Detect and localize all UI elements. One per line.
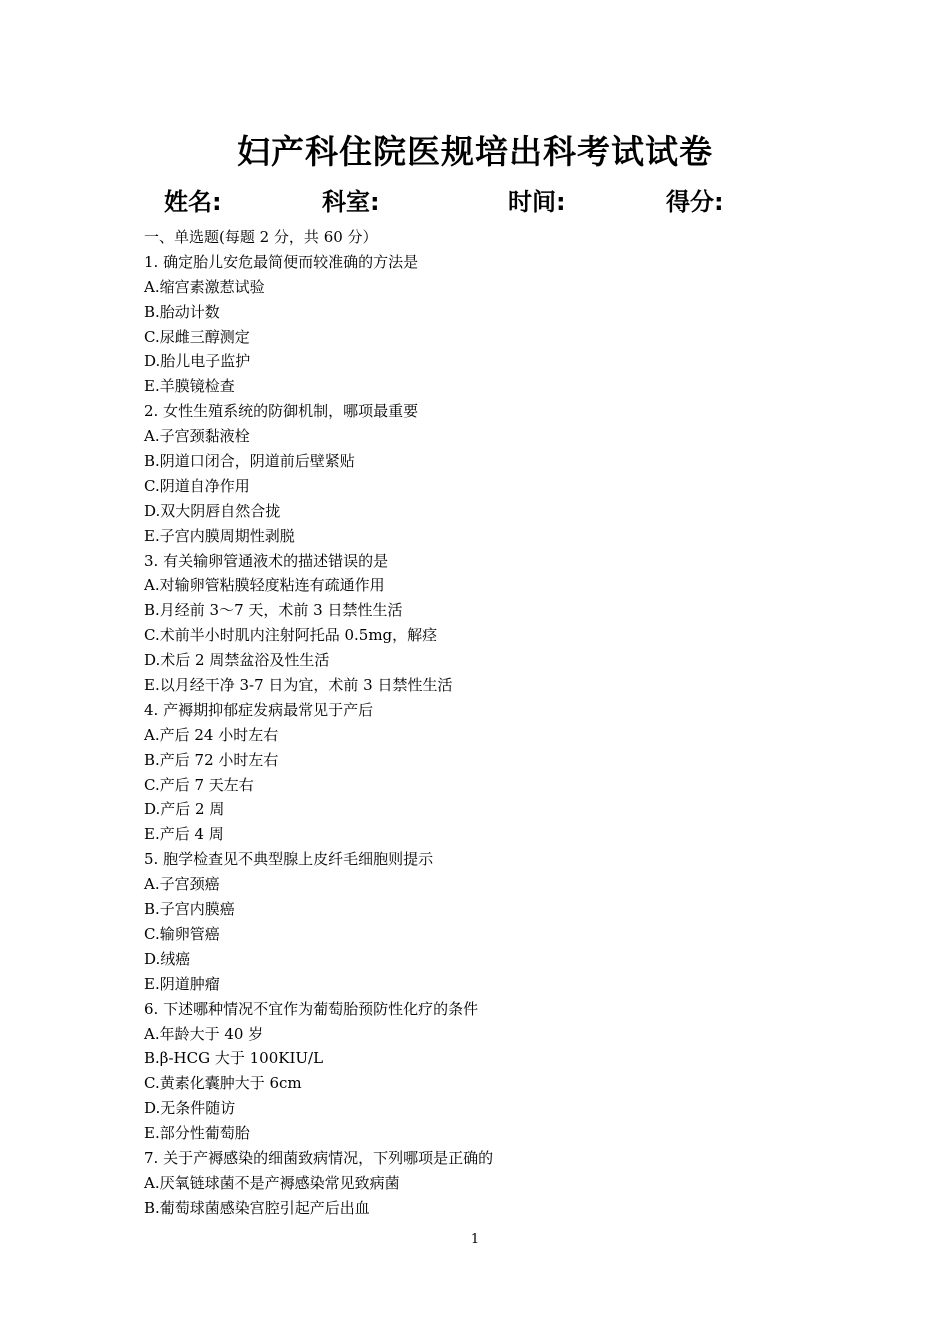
question-5 xyxy=(144,847,824,996)
option-a: A.厌氧链球菌不是产褥感染常见致病菌 xyxy=(144,1173,400,1192)
option-a: A.对输卵管粘膜轻度粘连有疏通作用 xyxy=(144,576,385,595)
department-label: 科室: xyxy=(322,188,380,216)
option-d: D.术后 2 周禁盆浴及性生活 xyxy=(144,651,330,670)
option-d: D.双大阴唇自然合拢 xyxy=(144,501,281,520)
option-c: C.输卵管癌 xyxy=(144,924,220,943)
question-stem: 2. 女性生殖系统的防御机制，哪项最重要 xyxy=(144,402,419,421)
option-c: C.产后 7 天左右 xyxy=(144,775,254,794)
option-d: D.胎儿电子监护 xyxy=(144,352,251,371)
question-6 xyxy=(144,997,824,1146)
option-a: A.子宫颈黏液栓 xyxy=(144,427,250,446)
question-7 xyxy=(144,1146,824,1221)
option-d: D.产后 2 周 xyxy=(144,800,225,819)
option-b: B.β-HCG 大于 100KIU/L xyxy=(144,1049,324,1068)
option-d: D.无条件随访 xyxy=(144,1099,236,1118)
option-d: D.绒癌 xyxy=(144,949,191,968)
option-e: E.阴道肿瘤 xyxy=(144,974,220,993)
option-e: E.羊膜镜检查 xyxy=(144,377,235,396)
option-a: A.产后 24 小时左右 xyxy=(144,725,279,744)
option-a: A.缩宫素激惹试验 xyxy=(144,277,265,296)
option-b: B.产后 72 小时左右 xyxy=(144,750,279,769)
question-stem: 5. 胞学检查见不典型腺上皮纤毛细胞则提示 xyxy=(144,850,434,869)
option-b: B.胎动计数 xyxy=(144,302,220,321)
option-e: E.部分性葡萄胎 xyxy=(144,1124,250,1143)
option-b: B.葡萄球菌感染宫腔引起产后出血 xyxy=(144,1198,370,1217)
option-e: E.产后 4 周 xyxy=(144,825,224,844)
time-label: 时间: xyxy=(508,188,566,216)
score-label: 得分: xyxy=(666,188,724,216)
question-3 xyxy=(144,549,824,698)
option-e: E.子宫内膜周期性剥脱 xyxy=(144,526,295,545)
option-c: C.尿雌三醇测定 xyxy=(144,327,250,346)
name-label: 姓名: xyxy=(164,188,222,216)
question-stem: 4. 产褥期抑郁症发病最常见于产后 xyxy=(144,700,374,719)
question-2 xyxy=(144,399,824,548)
question-4 xyxy=(144,698,824,847)
option-c: C.术前半小时肌内注射阿托品 0.5mg，解痉 xyxy=(144,626,438,645)
option-a: A.子宫颈癌 xyxy=(144,875,220,894)
section-heading: 一、单选题(每题 2 分，共 60 分） xyxy=(144,228,378,246)
question-stem: 3. 有关输卵管通液术的描述错误的是 xyxy=(144,551,389,570)
option-c: C.阴道自净作用 xyxy=(144,476,250,495)
option-b: B.子宫内膜癌 xyxy=(144,900,235,919)
question-stem: 6. 下述哪种情况不宜作为葡萄胎预防性化疗的条件 xyxy=(144,999,479,1018)
option-a: A.年龄大于 40 岁 xyxy=(144,1024,264,1043)
option-e: E.以月经干净 3-7 日为宜，术前 3 日禁性生活 xyxy=(144,676,453,695)
exam-title: 妇产科住院医规培出科考试试卷 xyxy=(237,132,713,171)
question-stem: 1. 确定胎儿安危最简便而较准确的方法是 xyxy=(144,252,419,271)
option-b: B.阴道口闭合，阴道前后壁紧贴 xyxy=(144,452,355,471)
exam-content xyxy=(144,225,824,1221)
question-stem: 7. 关于产褥感染的细菌致病情况，下列哪项是正确的 xyxy=(144,1148,494,1167)
option-c: C.黄素化囊肿大于 6cm xyxy=(144,1074,302,1093)
page-number: 1 xyxy=(470,1232,480,1247)
option-b: B.月经前 3～7 天，术前 3 日禁性生活 xyxy=(144,601,403,620)
question-1 xyxy=(144,250,824,399)
